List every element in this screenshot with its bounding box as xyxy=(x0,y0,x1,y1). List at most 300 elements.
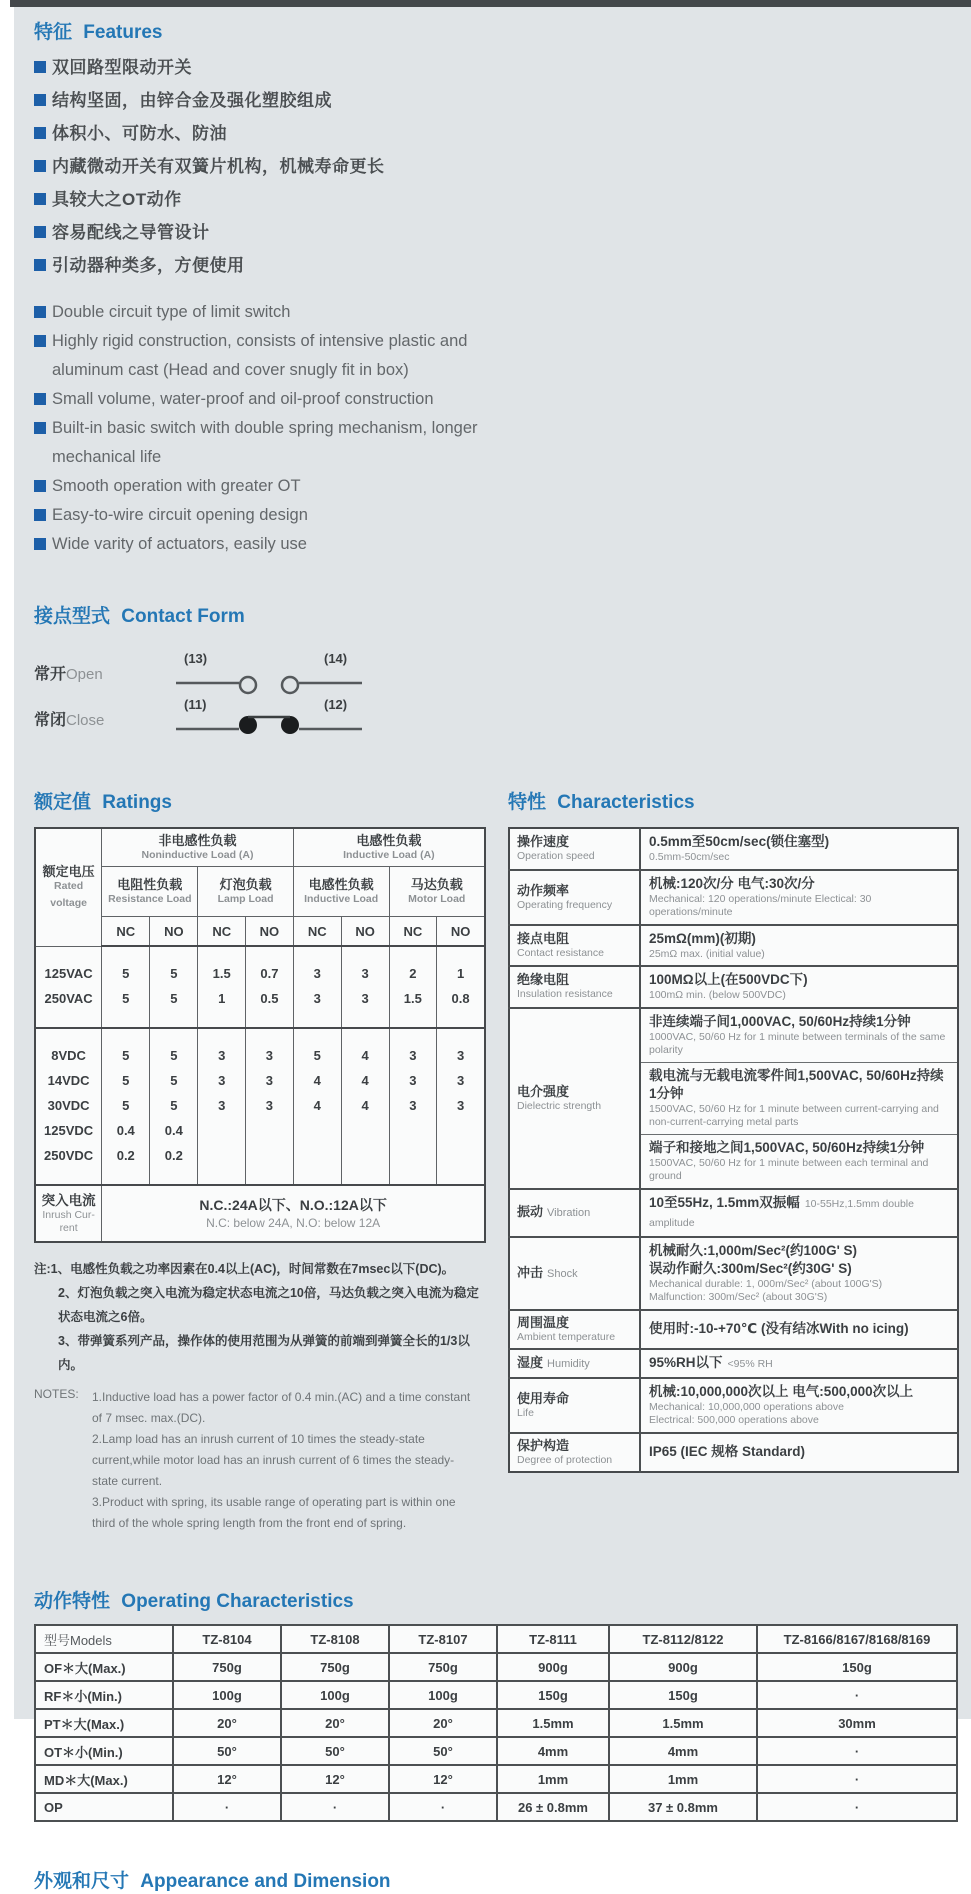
load-subgroup-zh: 电感性负载 xyxy=(308,877,374,892)
characteristics-heading-en: Characteristics xyxy=(557,792,695,813)
rating-value xyxy=(198,1118,245,1143)
rating-value: 1 xyxy=(456,966,465,981)
feature-item-zh-label: 结构坚固，由锌合金及强化塑胶组成 xyxy=(52,91,332,110)
operating-value-cell: 750g xyxy=(173,1653,281,1681)
characteristic-label-zh: 保护构造 xyxy=(517,1437,570,1453)
bullet-square-icon xyxy=(34,538,46,550)
note-en-item: 1.Inductive load has a power factor of 0.4 min.(AC) and a time constant of 7 msec. max.(DC). xyxy=(92,1390,471,1425)
characteristic-label-zh: 冲击 xyxy=(517,1264,544,1280)
rating-values-cell xyxy=(389,946,437,1028)
inrush-value-en: N.C: below 24A, N.O: below 12A xyxy=(206,1215,381,1230)
rating-values-cell xyxy=(437,946,485,1028)
ratings-header-row-3 xyxy=(35,917,485,947)
bullet-square-icon xyxy=(34,61,46,73)
contact-circuit-diagram xyxy=(34,643,594,747)
feature-item-zh-label: 内藏微动开关有双簧片机构，机械寿命更长 xyxy=(52,157,385,176)
rating-value xyxy=(246,1143,293,1168)
rating-value: 3 xyxy=(456,1073,465,1088)
load-group-en: Inductive Load (A) xyxy=(343,849,435,861)
load-subgroup-en: Inductive Load xyxy=(304,893,379,905)
characteristic-label-cell xyxy=(509,1310,640,1349)
rating-value xyxy=(437,1118,484,1143)
load-group-zh: 电感性负载 xyxy=(356,833,422,848)
feature-item-zh xyxy=(34,84,959,117)
operating-row xyxy=(35,1793,957,1821)
characteristic-value-main: 非连续端子间1,000VAC, 50/60Hz持续1分钟 xyxy=(649,1013,911,1029)
characteristic-label-en: Degree of protection xyxy=(517,1453,613,1466)
voltage-label: 125VAC xyxy=(44,965,93,981)
operating-heading xyxy=(34,1590,959,1614)
rating-value: 3 xyxy=(456,1098,465,1113)
operating-value-cell: 150g xyxy=(497,1681,609,1709)
characteristics-row xyxy=(509,1378,958,1433)
appearance-heading-zh: 外观和尺寸 xyxy=(34,1871,130,1892)
rating-value: 5 xyxy=(170,991,178,1006)
rating-value: 5 xyxy=(313,1048,321,1063)
load-subgroup-en: Resistance Load xyxy=(108,893,192,905)
bullet-square-icon xyxy=(34,509,46,521)
rating-value: 5 xyxy=(170,966,178,981)
operating-value-cell: 100g xyxy=(281,1681,389,1709)
appearance-heading-en: Appearance and Dimension xyxy=(140,1871,391,1892)
characteristic-value-main: IP65 (IEC 规格 Standard) xyxy=(649,1444,806,1459)
operating-row-label: OP xyxy=(35,1793,173,1821)
load-group-zh: 非电感性负载 xyxy=(158,833,237,848)
operating-value-cell: 900g xyxy=(609,1653,757,1681)
characteristic-label-zh: 湿度 xyxy=(517,1354,544,1370)
open-en: Open xyxy=(66,666,103,683)
operating-row xyxy=(35,1709,957,1737)
nc-no-header: NO xyxy=(437,917,485,947)
operating-value-cell: 1.5mm xyxy=(609,1709,757,1737)
voltage-label: 250VAC xyxy=(44,990,93,1006)
features-heading xyxy=(34,21,959,45)
operating-value-cell: 26 ± 0.8mm xyxy=(497,1793,609,1821)
rating-value xyxy=(294,1143,341,1168)
inrush-label-en: rent xyxy=(59,1222,78,1234)
rating-values-cell xyxy=(293,946,341,1028)
operating-heading-zh: 动作特性 xyxy=(34,1591,111,1612)
note-zh-item: 注:1、电感性负载之功率因素在0.4以上(AC)，时间常数在7msec以下(DC)。 xyxy=(34,1262,455,1276)
features-section xyxy=(34,21,959,559)
feature-item-zh xyxy=(34,150,959,183)
rating-value: 5 xyxy=(170,1098,178,1113)
feature-item-zh xyxy=(34,216,959,249)
operating-value-cell: 37 ± 0.8mm xyxy=(609,1793,757,1821)
feature-item-zh-label: 双回路型限动开关 xyxy=(52,58,192,77)
ratings-header-row-1 xyxy=(35,828,485,867)
ratings-section-row xyxy=(35,946,485,1028)
characteristic-label-zh: 周围温度 xyxy=(517,1314,570,1330)
characteristic-value-sub: Mechanical durable: 1, 000m/Sec² (about 100G'S) xyxy=(649,1277,883,1290)
operating-value-cell: · xyxy=(757,1765,957,1793)
rating-value: 5 xyxy=(122,1073,130,1088)
features-list-en xyxy=(34,298,959,559)
bullet-square-icon xyxy=(34,193,46,205)
operating-value-cell: 30mm xyxy=(757,1709,957,1737)
characteristic-value-cell xyxy=(640,925,958,967)
characteristic-value-sub: 1000VAC, 50/60 Hz for 1 minute between terminals of the same polarity xyxy=(649,1030,946,1056)
characteristic-label-cell xyxy=(509,966,640,1008)
characteristic-value-cell xyxy=(640,870,958,925)
rated-voltage-en: Rated xyxy=(54,880,84,893)
appearance-section xyxy=(34,1870,959,1894)
bullet-square-icon xyxy=(34,226,46,238)
nc-no-header: NC xyxy=(198,917,246,947)
voltage-labels-cell xyxy=(35,1028,102,1185)
rating-values-cell xyxy=(150,1028,198,1185)
characteristic-value-main: 端子和接地之间1,500VAC, 50/60Hz持续1分钟 xyxy=(649,1139,925,1155)
rating-value xyxy=(390,1118,437,1143)
characteristic-value-cell xyxy=(640,1237,958,1310)
characteristic-label-zh: 使用寿命 xyxy=(517,1390,570,1406)
characteristic-label-en: Vibration xyxy=(547,1207,591,1219)
operating-value-cell: 4mm xyxy=(497,1737,609,1765)
characteristics-row xyxy=(509,925,958,967)
characteristics-row xyxy=(509,1237,958,1310)
rating-value: 3 xyxy=(456,1048,465,1063)
operating-table xyxy=(34,1624,958,1822)
features-heading-en: Features xyxy=(83,22,163,43)
rating-value: 5 xyxy=(122,1048,130,1063)
bullet-square-icon xyxy=(34,94,46,106)
terminal-14-label: (14) xyxy=(324,651,348,666)
characteristic-value-block xyxy=(641,1379,957,1432)
load-group-en: Noninductive Load (A) xyxy=(141,849,254,861)
inrush-value-zh: N.C.:24A以下、N.O.:12A以下 xyxy=(199,1196,387,1213)
feature-item-zh-label: 体积小、可防水、防油 xyxy=(52,124,227,143)
rating-value xyxy=(246,1118,293,1143)
characteristic-label-en: Operating frequency xyxy=(517,898,613,911)
feature-item-zh xyxy=(34,117,959,150)
rating-value: 3 xyxy=(361,966,369,981)
bullet-square-icon xyxy=(34,422,46,434)
operating-table-head xyxy=(35,1625,957,1653)
operating-value-cell: · xyxy=(389,1793,497,1821)
feature-item-en xyxy=(34,501,959,530)
page-top-edge xyxy=(10,0,971,7)
rating-value: 0.8 xyxy=(451,991,470,1006)
features-list-zh xyxy=(34,51,959,282)
terminal-11-label: (11) xyxy=(184,697,207,712)
operating-value-cell: 4mm xyxy=(609,1737,757,1765)
feature-item-en xyxy=(34,414,959,472)
characteristic-value-main: 机械:120次/分 电气:30次/分 xyxy=(649,875,815,891)
contact-circuit-svg xyxy=(126,659,426,747)
voltage-label: 125VDC xyxy=(44,1123,94,1138)
rating-value: 3 xyxy=(265,1048,274,1063)
ratings-section xyxy=(34,791,486,1534)
operating-value-cell: 50° xyxy=(281,1737,389,1765)
ratings-table-head xyxy=(35,828,485,946)
operating-row-label: RF＊小(Min.) xyxy=(35,1681,173,1709)
operating-value-cell: · xyxy=(281,1793,389,1821)
feature-item-en xyxy=(34,385,959,414)
characteristic-value-block xyxy=(641,1350,957,1377)
model-name-cell: TZ-8111 xyxy=(497,1625,609,1653)
rating-value xyxy=(437,1143,484,1168)
tables-columns xyxy=(34,791,959,1534)
rating-values-cell xyxy=(198,946,246,1028)
characteristic-value-block xyxy=(641,1009,957,1062)
characteristic-value-main: 100MΩ以上(在500VDC下) xyxy=(649,972,808,987)
load-subgroup-zh: 马达负载 xyxy=(410,877,463,892)
rating-value xyxy=(342,1143,389,1168)
load-subgroup-header xyxy=(198,867,293,917)
characteristic-value-sub: Mechanical: 10,000,000 operations above xyxy=(649,1400,844,1413)
characteristic-value-cell xyxy=(640,966,958,1008)
characteristic-value-main: 误动作耐久:300m/Sec²(约30G' S) xyxy=(649,1260,852,1276)
characteristic-label-cell xyxy=(509,1008,640,1189)
characteristic-value-block xyxy=(641,1316,957,1342)
model-name-cell: TZ-8108 xyxy=(281,1625,389,1653)
datasheet-page xyxy=(14,7,971,1892)
characteristic-value-block xyxy=(641,1439,957,1465)
characteristic-value-cell xyxy=(640,1433,958,1472)
operating-value-cell: 1mm xyxy=(609,1765,757,1793)
feature-item-en-label: Built-in basic switch with double spring mechanism, longer mechanical life xyxy=(52,419,478,466)
operating-value-cell: 150g xyxy=(757,1653,957,1681)
operating-row-label: MD＊大(Max.) xyxy=(35,1765,173,1793)
characteristics-row xyxy=(509,966,958,1008)
characteristics-table xyxy=(508,827,959,1473)
rating-value xyxy=(390,1143,437,1168)
rating-value: 3 xyxy=(361,991,369,1006)
rating-value xyxy=(294,1118,341,1143)
characteristic-value-main: 机械耐久:1,000m/Sec²(约100G' S) xyxy=(649,1242,858,1258)
characteristic-value-main: 10至55Hz, 1.5mm双振幅 10-55Hz,1.5mm double amplitude xyxy=(649,1194,914,1229)
bullet-square-icon xyxy=(34,480,46,492)
operating-value-cell: 12° xyxy=(389,1765,497,1793)
characteristic-label-cell xyxy=(509,1378,640,1433)
rating-value: 4 xyxy=(361,1073,369,1088)
close-en: Close xyxy=(66,712,105,729)
characteristic-value-cell xyxy=(640,1189,958,1237)
note-zh-item: 3、带弹簧系列产品，操作体的使用范围为从弹簧的前端到弹簧全长的1/3以内。 xyxy=(58,1334,470,1372)
operating-row xyxy=(35,1765,957,1793)
operating-value-cell: 900g xyxy=(497,1653,609,1681)
feature-item-zh xyxy=(34,51,959,84)
inrush-current-row xyxy=(35,1185,485,1242)
operating-row xyxy=(35,1737,957,1765)
characteristics-row xyxy=(509,1310,958,1349)
rating-value: 3 xyxy=(409,1073,417,1088)
rating-value: 3 xyxy=(313,966,321,981)
characteristic-label-cell xyxy=(509,1349,640,1378)
contact-form-heading xyxy=(34,605,959,629)
voltage-label: 30VDC xyxy=(47,1098,90,1113)
feature-item-en-label: Highly rigid construction, consists of intensive plastic and aluminum cast (Head and cover snugly fit in box) xyxy=(52,332,468,379)
open-zh: 常开 xyxy=(34,666,67,683)
rating-value: 3 xyxy=(218,1073,226,1088)
characteristic-value-main: 25mΩ(mm)(初期) xyxy=(649,930,756,946)
rating-value: 4 xyxy=(361,1098,369,1113)
characteristic-value-cell xyxy=(640,1310,958,1349)
load-subgroup-zh: 灯泡负载 xyxy=(219,877,272,892)
characteristic-value-main: 0.5mm至50cm/sec(锁住塞型) xyxy=(649,834,830,849)
rating-value: 3 xyxy=(313,991,321,1006)
characteristic-label-en: Contact resistance xyxy=(517,946,604,959)
feature-item-zh-label: 引动器种类多，方便使用 xyxy=(52,256,245,275)
characteristic-value-cell xyxy=(640,1008,958,1189)
rating-values-cell xyxy=(437,1028,485,1185)
characteristic-label-en: Life xyxy=(517,1406,534,1419)
characteristic-value-sub-inline: <95% RH xyxy=(727,1357,773,1370)
operating-value-cell: · xyxy=(757,1737,957,1765)
characteristic-label-en: Shock xyxy=(547,1267,578,1280)
inrush-label-en: Inrush Cur- xyxy=(42,1209,95,1221)
feature-item-en-label: Double circuit type of limit switch xyxy=(52,303,291,321)
operating-value-cell: 20° xyxy=(173,1709,281,1737)
characteristic-label xyxy=(517,1265,637,1282)
characteristic-label xyxy=(517,1204,637,1221)
characteristics-row xyxy=(509,1433,958,1472)
characteristic-value-block xyxy=(641,871,957,924)
load-subgroup-en: Motor Load xyxy=(408,893,466,905)
rated-voltage-header xyxy=(35,828,102,946)
characteristics-table-body xyxy=(509,828,958,1472)
nc-no-header: NO xyxy=(150,917,198,947)
bullet-square-icon xyxy=(34,259,46,271)
characteristic-value-main: 使用时:-10-+70℃ (没有结冰With no icing) xyxy=(649,1321,909,1336)
characteristic-label xyxy=(517,1355,637,1372)
operating-value-cell: 100g xyxy=(389,1681,497,1709)
voltage-label: 250VDC xyxy=(44,1148,94,1163)
feature-item-en xyxy=(34,472,959,501)
load-subgroup-header xyxy=(389,867,485,917)
rating-value: 4 xyxy=(313,1098,321,1113)
nc-no-header: NC xyxy=(102,917,150,947)
characteristic-value-main: 机械:10,000,000次以上 电气:500,000次以上 xyxy=(649,1383,914,1399)
operating-row xyxy=(35,1653,957,1681)
characteristic-value-main: 载电流与无载电流零件间1,500VAC, 50/60Hz持续1分钟 xyxy=(649,1067,944,1101)
characteristic-label-en: Insulation resistance xyxy=(517,988,613,1001)
feature-item-zh xyxy=(34,249,959,282)
ratings-notes-en xyxy=(34,1387,479,1534)
characteristic-label-en: Humidity xyxy=(547,1357,590,1370)
operating-value-cell: 20° xyxy=(281,1709,389,1737)
rating-value: 5 xyxy=(122,991,130,1006)
model-name-cell: TZ-8166/8167/8168/8169 xyxy=(757,1625,957,1653)
rated-voltage-en2: voltage xyxy=(50,897,87,910)
rating-value: 0.4 xyxy=(116,1123,135,1138)
operating-value-cell: 1.5mm xyxy=(497,1709,609,1737)
rating-value: 0.2 xyxy=(164,1148,183,1163)
bullet-square-icon xyxy=(34,127,46,139)
rating-value: 3 xyxy=(409,1048,417,1063)
rating-values-cell xyxy=(246,1028,294,1185)
rating-value: 5 xyxy=(170,1048,178,1063)
rating-values-cell xyxy=(389,1028,437,1185)
operating-value-cell: 12° xyxy=(281,1765,389,1793)
terminal-13-label: (13) xyxy=(184,651,208,666)
close-zh: 常闭 xyxy=(34,712,67,729)
note-zh-item: 2、灯泡负载之突入电流为稳定状态电流之10倍，马达负载之突入电流为稳定状态电流之6倍。 xyxy=(58,1286,479,1324)
rating-value: 1 xyxy=(218,991,226,1006)
operating-heading-en: Operating Characteristics xyxy=(121,1591,354,1612)
feature-item-zh-label: 容易配线之导管设计 xyxy=(52,223,210,242)
appearance-heading xyxy=(34,1870,959,1894)
operating-value-cell: · xyxy=(173,1793,281,1821)
load-subgroup-en: Lamp Load xyxy=(217,893,274,905)
rating-value: 5 xyxy=(122,1098,130,1113)
operating-row-label: OF＊大(Max.) xyxy=(35,1653,173,1681)
characteristic-value-sub-inline: 10-55Hz,1.5mm double amplitude xyxy=(649,1197,914,1229)
load-group-header xyxy=(102,828,294,867)
rating-values-cell xyxy=(341,1028,389,1185)
operating-value-cell: 50° xyxy=(173,1737,281,1765)
characteristic-label-zh: 操作速度 xyxy=(517,834,570,850)
notes-en-items xyxy=(92,1387,479,1534)
rating-value xyxy=(198,1143,245,1168)
ratings-notes-zh xyxy=(34,1257,486,1377)
ratings-heading xyxy=(34,791,486,815)
characteristic-label-zh: 电介强度 xyxy=(517,1083,570,1099)
characteristic-label-zh: 接点电阻 xyxy=(517,930,570,946)
feature-item-zh xyxy=(34,183,959,216)
ratings-heading-zh: 额定值 xyxy=(34,792,92,813)
characteristic-label-cell xyxy=(509,1189,640,1237)
rating-value: 1.5 xyxy=(403,991,422,1006)
characteristic-value-sub: Malfunction: 300m/Sec² (about 30G'S) xyxy=(649,1291,828,1303)
characteristics-row xyxy=(509,1189,958,1237)
operating-value-cell: 100g xyxy=(173,1681,281,1709)
rating-value: 2 xyxy=(409,966,417,981)
characteristic-label-zh: 动作频率 xyxy=(517,882,570,898)
ratings-heading-en: Ratings xyxy=(102,792,172,813)
inrush-label-zh: 突入电流 xyxy=(41,1193,96,1208)
voltage-label: 14VDC xyxy=(47,1073,90,1088)
characteristic-value-sub: 1500VAC, 50/60 Hz for 1 minute between each terminal and ground xyxy=(649,1156,929,1182)
characteristic-label-en: Dielectric strength xyxy=(517,1099,602,1112)
characteristic-value-main: 95%RH以下 <95% RH xyxy=(649,1354,773,1370)
operating-row-label: OT＊小(Min.) xyxy=(35,1737,173,1765)
bullet-square-icon xyxy=(34,160,46,172)
feature-item-en-label: Small volume, water-proof and oil-proof construction xyxy=(52,390,434,408)
contact-form-heading-zh: 接点型式 xyxy=(34,606,111,627)
contact-form-heading-en: Contact Form xyxy=(121,606,245,627)
bullet-square-icon xyxy=(34,393,46,405)
characteristic-value-block xyxy=(641,1190,957,1236)
rating-value xyxy=(342,1118,389,1143)
characteristics-row xyxy=(509,828,958,870)
model-name-cell: TZ-8107 xyxy=(389,1625,497,1653)
characteristic-label-zh: 绝缘电阻 xyxy=(517,972,570,988)
feature-item-en xyxy=(34,327,959,385)
characteristic-value-block xyxy=(641,967,957,1007)
characteristic-value-sub: Mechanical: 120 operations/minute Electical: 30 operations/minute xyxy=(649,892,872,918)
characteristic-value-block xyxy=(641,1238,957,1309)
operating-header-row xyxy=(35,1625,957,1653)
rating-value: 5 xyxy=(122,966,130,981)
operating-value-cell: 750g xyxy=(281,1653,389,1681)
operating-row xyxy=(35,1681,957,1709)
characteristic-label-en: Ambient temperature xyxy=(517,1330,616,1343)
contact-close-label-left xyxy=(34,707,104,730)
notes-en-label: NOTES: xyxy=(34,1387,79,1401)
load-subgroup-zh: 电阻性负载 xyxy=(117,877,183,892)
characteristics-row xyxy=(509,870,958,925)
voltage-labels-cell xyxy=(35,946,102,1028)
characteristic-value-cell xyxy=(640,828,958,870)
rating-value: 3 xyxy=(265,1098,274,1113)
characteristic-label-cell xyxy=(509,925,640,967)
characteristic-value-sub: 1500VAC, 50/60 Hz for 1 minute between current-carrying and non-current-carrying metal parts xyxy=(649,1102,939,1128)
rating-value: 3 xyxy=(218,1048,226,1063)
terminal-12-label: (12) xyxy=(324,697,348,712)
features-heading-zh: 特征 xyxy=(34,22,73,43)
characteristic-value-block xyxy=(641,829,957,869)
